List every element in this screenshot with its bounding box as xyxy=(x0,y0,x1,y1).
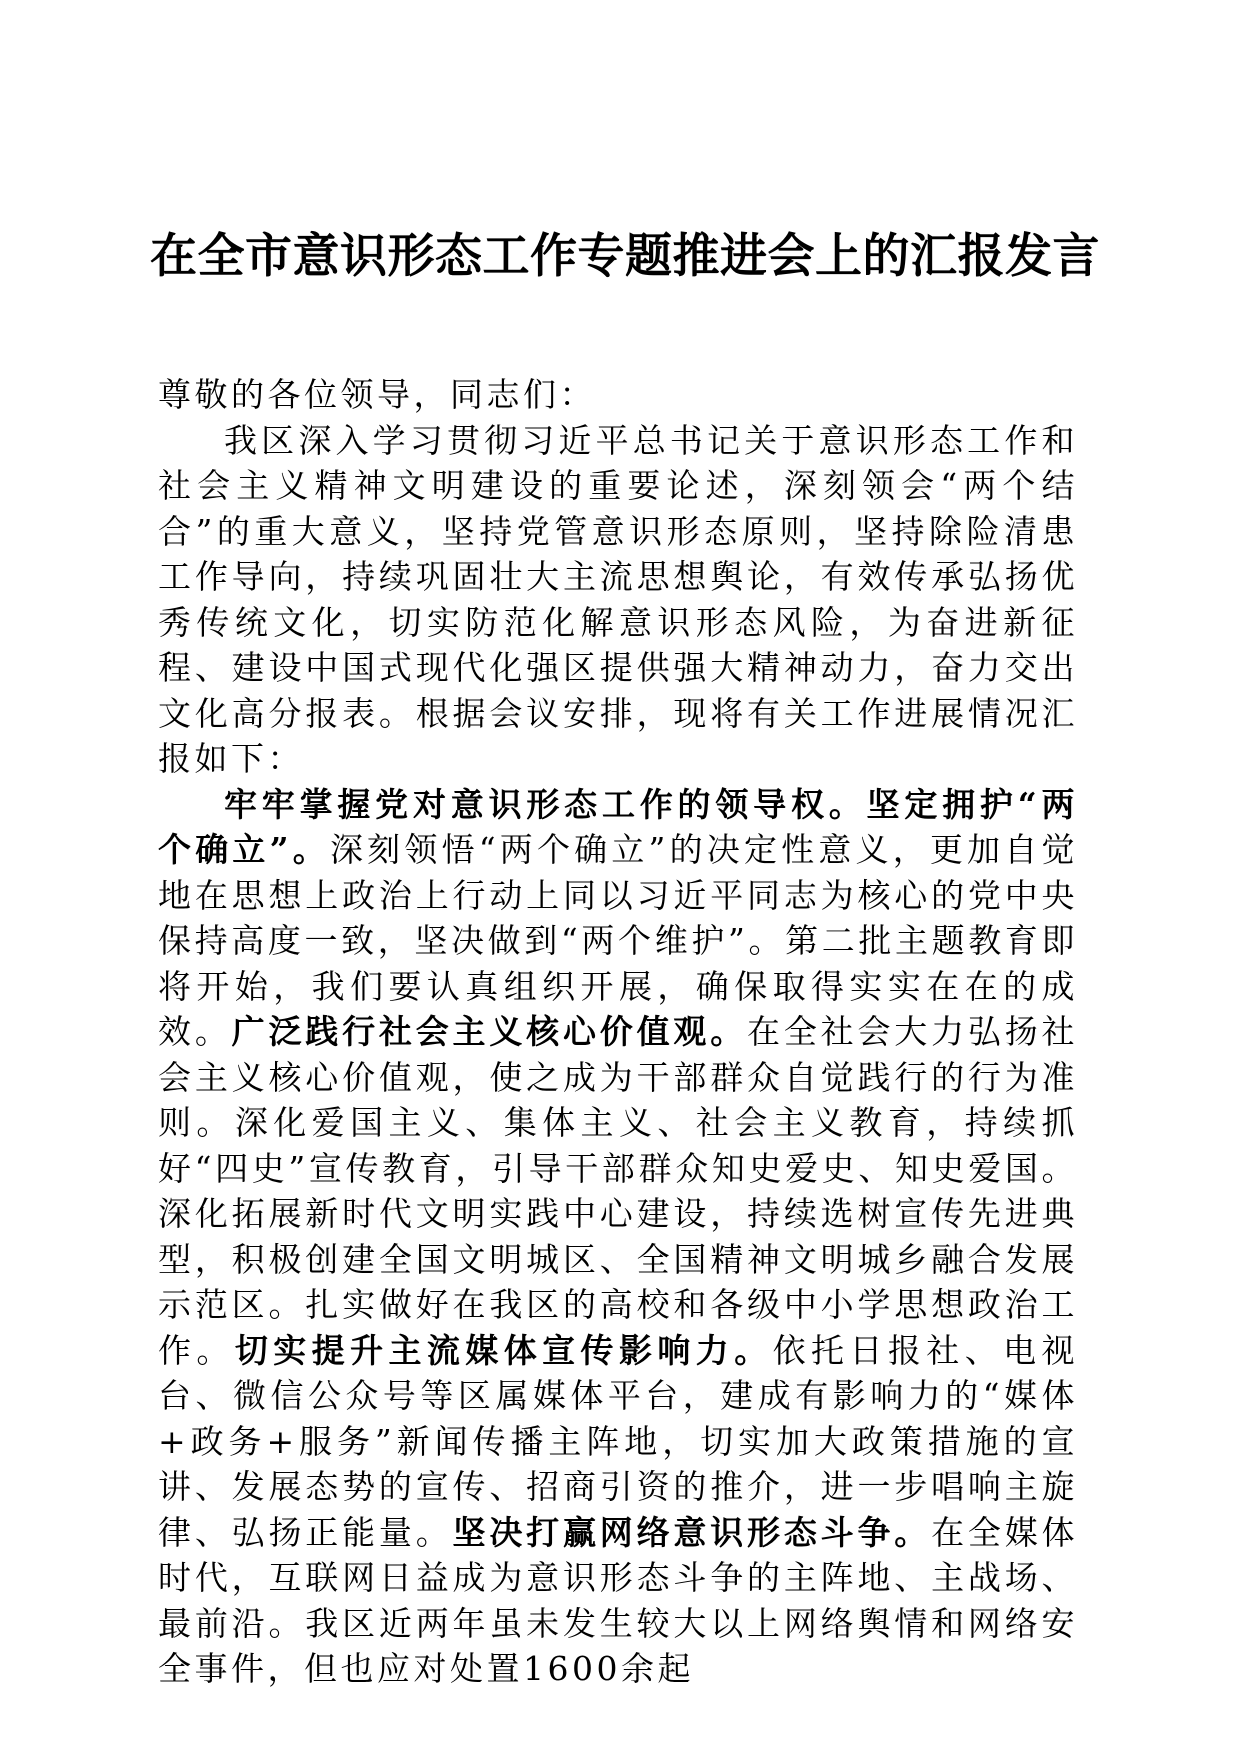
subsection-heading-2: 广泛践行社会主义核心价值观。 xyxy=(231,1012,747,1051)
subsection-text-2: 在全社会大力弘扬社会主义核心价值观，使之成为干部群众自觉践行的行为准则。深化爱国主义、集体主义、社会主义教育，持续抓好“四史”宣传教育，引导干部群众知史爱史、知史爱国。深化拓展新时代文明实践中心建设，持续选树宣传先进典型，积极创建全国文明城区、全国精神文明城乡融合发展示范区。扎实做好在我区的高校和各级中小学思想政治工作。 xyxy=(158,1012,1078,1370)
subsection-text-1: 深刻领悟“两个确立”的决定性意义，更加自觉地在思想上政治上行动上同以习近平同志为核心的党中央保持高度一致，坚决做到“两个维护”。第二批主题教育即将开始，我们要认真组织开展，确保取得实实在在的成效。 xyxy=(158,830,1078,1051)
section-heading: 牢牢掌握党对意识形态工作的领导权。 xyxy=(224,784,867,824)
subsection-heading-1: 坚定拥护“两个确立”。 xyxy=(158,784,1079,869)
salutation: 尊敬的各位领导，同志们： xyxy=(158,375,596,414)
section-paragraph xyxy=(158,782,1078,1692)
subsection-heading-3: 切实提升主流媒体宣传影响力。 xyxy=(234,1330,773,1370)
subsection-text-4: 在全媒体时代，互联网日益成为意识形态斗争的主阵地、主战场、最前沿。我区近两年虽未发生较大以上网络舆情和网络安全事件，但也应对处置1600余起 xyxy=(158,1512,1078,1688)
subsection-heading-4: 坚决打赢网络意识形态斗争。 xyxy=(452,1512,932,1552)
document-title: 在全市意识形态工作专题推进会上的汇报发言 xyxy=(150,229,1100,284)
subsection-text-3: 依托日报社、电视台、微信公众号等区属媒体平台，建成有影响力的“媒体+政务+服务”新闻传播主阵地，切实加大政策措施的宣讲、发展态势的宣传、招商引资的推介，进一步唱响主旋律、弘扬正能量。 xyxy=(158,1330,1079,1552)
intro-paragraph: 我区深入学习贯彻习近平总书记关于意识形态工作和社会主义精神文明建设的重要论述，深刻领会“两个结合”的重大意义，坚持党管意识形态原则，坚持除险清患工作导向，持续巩固壮大主流思想舆论，有效传承弘扬优秀传统文化，切实防范化解意识形态风险，为奋进新征程、建设中国式现代化强区提供强大精神动力，奋力交出文化高分报表。根据会议安排，现将有关工作进展情况汇报如下： xyxy=(158,420,1078,778)
document-body xyxy=(158,372,1078,1692)
